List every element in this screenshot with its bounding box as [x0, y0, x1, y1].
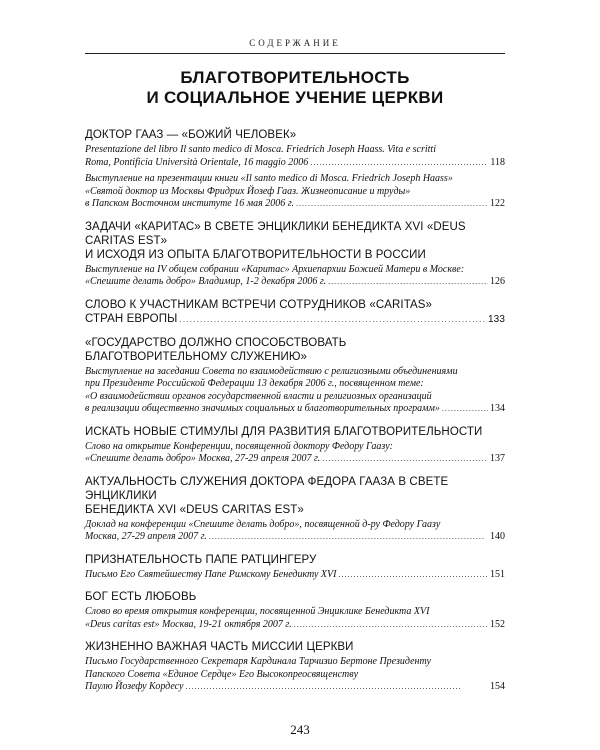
description-line: Москва, 27-29 апреля 2007 г.	[85, 531, 207, 542]
entry-page-number[interactable]: 152	[490, 618, 505, 630]
entry-description	[85, 606, 505, 631]
entry-title-line: БЕНЕДИКТА XVI «DEUS CARITAS EST»	[85, 503, 304, 516]
toc-entry[interactable]	[85, 336, 505, 416]
entry-page-number[interactable]: 122	[490, 198, 505, 209]
page-number: 243	[290, 722, 310, 737]
description-line: Папского Совета «Единое Сердце» Его Высокопреосвященству	[85, 668, 359, 680]
toc-entry[interactable]	[85, 590, 505, 631]
entry-description	[85, 366, 505, 416]
description-line: Слово во время открытия конференции, посвященной Энциклике Бенедикта XVI	[85, 606, 430, 617]
entry-title[interactable]	[85, 640, 505, 654]
entry-description	[85, 264, 505, 289]
entry-page-number[interactable]: 140	[490, 531, 505, 542]
dot-leader	[209, 531, 488, 544]
entry-title[interactable]	[85, 425, 505, 439]
entry-description	[85, 144, 505, 169]
description-line: Presentazione del libro Il santo medico di Mosca. Friedrich Joseph Haass. Vita e scritti	[85, 144, 436, 155]
entry-title[interactable]	[85, 590, 505, 604]
entry-description	[85, 519, 505, 544]
entry-title-line: БОГ ЕСТЬ ЛЮБОВЬ	[85, 591, 197, 603]
dot-leader	[185, 681, 488, 694]
entry-title-line: ИСКАТЬ НОВЫЕ СТИМУЛЫ ДЛЯ РАЗВИТИЯ БЛАГОТВОРИТЕЛЬНОСТИ	[85, 425, 483, 438]
description-line: Письмо Его Святейшеству Папе Римскому Бенедикту XVI	[85, 568, 337, 580]
dot-leader	[294, 619, 488, 632]
entry-title-line: ЖИЗНЕННО ВАЖНАЯ ЧАСТЬ МИССИИ ЦЕРКВИ	[85, 641, 354, 653]
toc-entries	[85, 128, 505, 694]
entry-description	[85, 569, 505, 582]
entry-title-line: И ИСХОДЯ ИЗ ОПЫТА БЛАГОТВОРИТЕЛЬНОСТИ В РОССИИ	[85, 248, 426, 261]
entry-title-line: «ГОСУДАРСТВО ДОЛЖНО СПОСОБСТВОВАТЬ	[85, 336, 347, 349]
entry-title[interactable]	[85, 475, 505, 517]
toc-entry[interactable]	[85, 128, 505, 211]
entry-title-line: ПРИЗНАТЕЛЬНОСТЬ ПАПЕ РАТЦИНГЕРУ	[85, 553, 317, 566]
entry-description	[85, 656, 505, 694]
dot-leader	[442, 403, 488, 416]
toc-entry[interactable]	[85, 640, 505, 694]
description-line: Паулю Йозефу Кордесу	[85, 681, 184, 692]
dot-leader	[296, 198, 488, 211]
dot-leader	[328, 276, 488, 289]
description-line: Слово на открытие Конференции, посвященной доктору Федору Гаазу:	[85, 440, 393, 452]
entry-description	[85, 441, 505, 466]
entry-title-line: СЛОВО К УЧАСТНИКАМ ВСТРЕЧИ СОТРУДНИКОВ «CARITAS»	[85, 298, 433, 311]
section-title-line: БЛАГОТВОРИТЕЛЬНОСТЬ	[180, 68, 410, 87]
section-title	[85, 68, 505, 108]
entry-title-line: БЛАГОТВОРИТЕЛЬНОМУ СЛУЖЕНИЮ»	[85, 350, 308, 363]
description-line: Выступление на презентации книги «Il santo medico di Mosca. Friedrich Joseph Haass»	[85, 173, 453, 184]
toc-entry[interactable]	[85, 298, 505, 327]
entry-page-number[interactable]: 151	[490, 568, 505, 580]
description-line: «Спешите делать добро» Москва, 27-29 апреля 2007 г.	[85, 453, 321, 464]
description-line: Доклад на конференции «Спешите делать добро», посвященной д-ру Федору Гаазу	[85, 518, 441, 530]
entry-title[interactable]	[85, 553, 505, 567]
dot-leader	[322, 453, 488, 466]
description-line: «О взаимодействии органов государственной власти и религиозных организаций	[85, 390, 432, 402]
entry-title-line: АКТУАЛЬНОСТЬ СЛУЖЕНИЯ ДОКТОРА ФЕДОРА ГААЗА В СВЕТЕ ЭНЦИКЛИКИ	[85, 475, 449, 502]
description-line: «Спешите делать добро» Владимир, 1-2 декабря 2006 г.	[85, 276, 327, 287]
entry-page-number[interactable]: 154	[490, 681, 505, 692]
entry-title-line: ДОКТОР ГААЗ — «БОЖИЙ ЧЕЛОВЕК»	[85, 129, 297, 141]
entry-page-number[interactable]: 137	[490, 453, 505, 464]
entry-title-line: СТРАН ЕВРОПЫ	[85, 312, 178, 325]
entry-title[interactable]	[85, 336, 505, 364]
description-line: в реализации общественно значимых социальных и благотворительных программ»	[85, 403, 440, 414]
entry-title[interactable]	[85, 298, 505, 327]
entry-title[interactable]	[85, 220, 505, 262]
description-line: «Deus caritas est» Москва, 19-21 октября 2007 г.	[85, 618, 292, 630]
entry-page-number[interactable]: 126	[490, 276, 505, 287]
entry-title[interactable]	[85, 128, 505, 142]
running-head: СОДЕРЖАНИЕ	[249, 38, 341, 48]
description-line: Выступление на IV общем собрании «Каритас» Архиепархии Божией Матери в Москве:	[85, 263, 465, 275]
header-rule	[85, 53, 505, 54]
toc-entry[interactable]	[85, 475, 505, 544]
dot-leader	[338, 569, 488, 582]
entry-page-number[interactable]: 118	[490, 156, 505, 168]
toc-entry[interactable]	[85, 220, 505, 289]
dot-leader	[179, 312, 486, 327]
description-line: Выступление на заседании Совета по взаимодействию с религиозными объединениями	[85, 365, 458, 377]
entry-description	[85, 173, 505, 211]
dot-leader	[310, 157, 488, 170]
toc-entry[interactable]	[85, 553, 505, 582]
entry-page-number[interactable]: 134	[490, 403, 505, 414]
toc-entry[interactable]	[85, 425, 505, 466]
description-line: «Святой доктор из Москвы Фридрих Йозеф Гааз. Жизнеописание и труды»	[85, 185, 411, 197]
entry-page-number[interactable]: 133	[488, 313, 505, 325]
description-line: в Папском Восточном институте 16 мая 2006 г.	[85, 198, 295, 209]
description-line: Письмо Государственного Секретаря Кардинала Тарчизио Бертоне Президенту	[85, 656, 431, 667]
section-title-line: И СОЦИАЛЬНОЕ УЧЕНИЕ ЦЕРКВИ	[146, 88, 444, 107]
entry-title-line: ЗАДАЧИ «КАРИТАС» В СВЕТЕ ЭНЦИКЛИКИ БЕНЕДИКТА XVI «DEUS CARITAS EST»	[85, 220, 466, 247]
toc-page	[85, 38, 505, 703]
description-line: при Президенте Российской Федерации 13 декабря 2006 г., посвященном теме:	[85, 378, 424, 389]
description-line: Roma, Pontificia Università Orientale, 16 maggio 2006	[85, 156, 309, 168]
